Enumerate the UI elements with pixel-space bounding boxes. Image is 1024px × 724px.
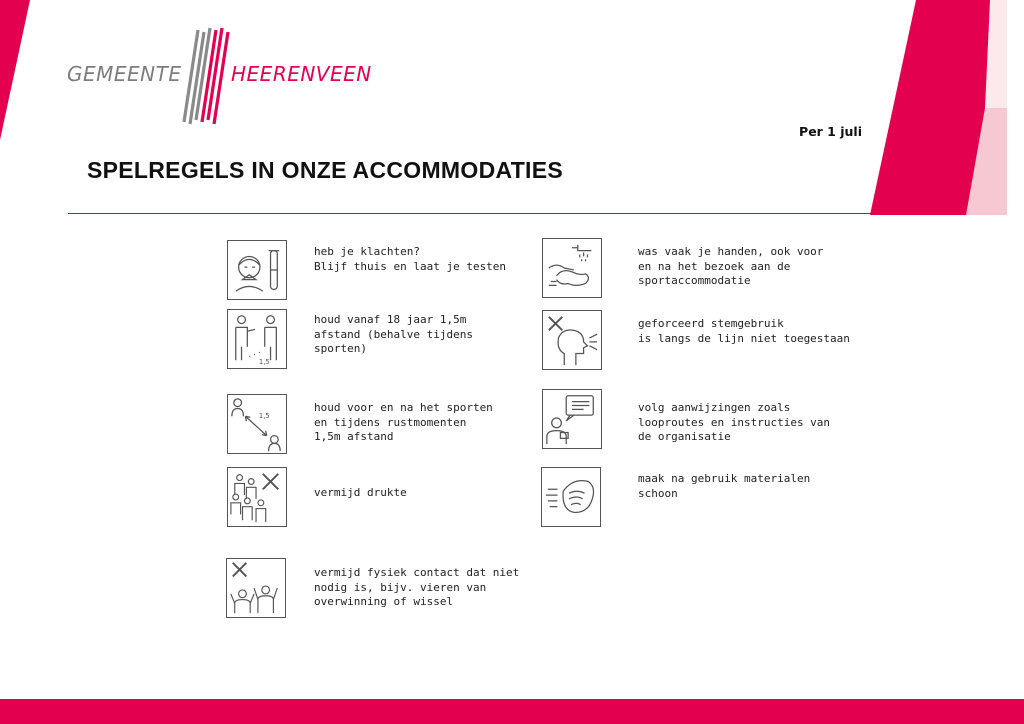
rule-text-8: maak na gebruik materialen schoon <box>638 472 811 500</box>
no-physical-contact-icon <box>226 558 286 618</box>
rule-text-1: heb je klachten? Blijf thuis en laat je testen <box>314 245 507 273</box>
instructions-speech-icon <box>542 389 602 449</box>
date-note: Per 1 juli <box>799 124 862 139</box>
header-divider <box>68 213 876 214</box>
rule-text-3: houd vanaf 18 jaar 1,5m afstand (behalve tijdens sporten) <box>314 313 473 355</box>
logo-mark <box>176 26 232 126</box>
sick-person-test-tube-icon <box>227 240 287 300</box>
distance-people-icon <box>227 309 287 369</box>
rule-text-6: volg aanwijzingen zoals looproutes en instructies van de organisatie <box>638 401 831 443</box>
avoid-crowds-icon <box>227 467 287 527</box>
footer-band <box>0 699 1024 724</box>
logo-text-heerenveen: HEERENVEEN <box>231 62 372 86</box>
logo-text-gemeente: GEMEENTE <box>67 62 182 86</box>
no-shouting-icon <box>542 310 602 370</box>
rule-text-4: geforceerd stemgebruik is langs de lijn niet toegestaan <box>638 317 850 345</box>
page-title: SPELREGELS IN ONZE ACCOMMODATIES <box>87 157 564 183</box>
svg-text:1,5: 1,5 <box>258 358 270 367</box>
diagonal-distance-icon <box>227 394 287 454</box>
wash-hands-icon <box>542 238 602 298</box>
clean-materials-icon <box>541 467 601 527</box>
rule-text-2: was vaak je handen, ook voor en na het bezoek aan de sportaccommodatie <box>638 245 824 287</box>
svg-text:1,5: 1,5 <box>258 412 270 421</box>
rule-text-9: vermijd fysiek contact dat niet nodig is, bijv. vieren van overwinning of wissel <box>314 566 520 608</box>
rule-text-7: vermijd drukte <box>314 486 407 499</box>
rule-text-5: houd voor en na het sporten en tijdens rustmomenten 1,5m afstand <box>314 401 493 443</box>
